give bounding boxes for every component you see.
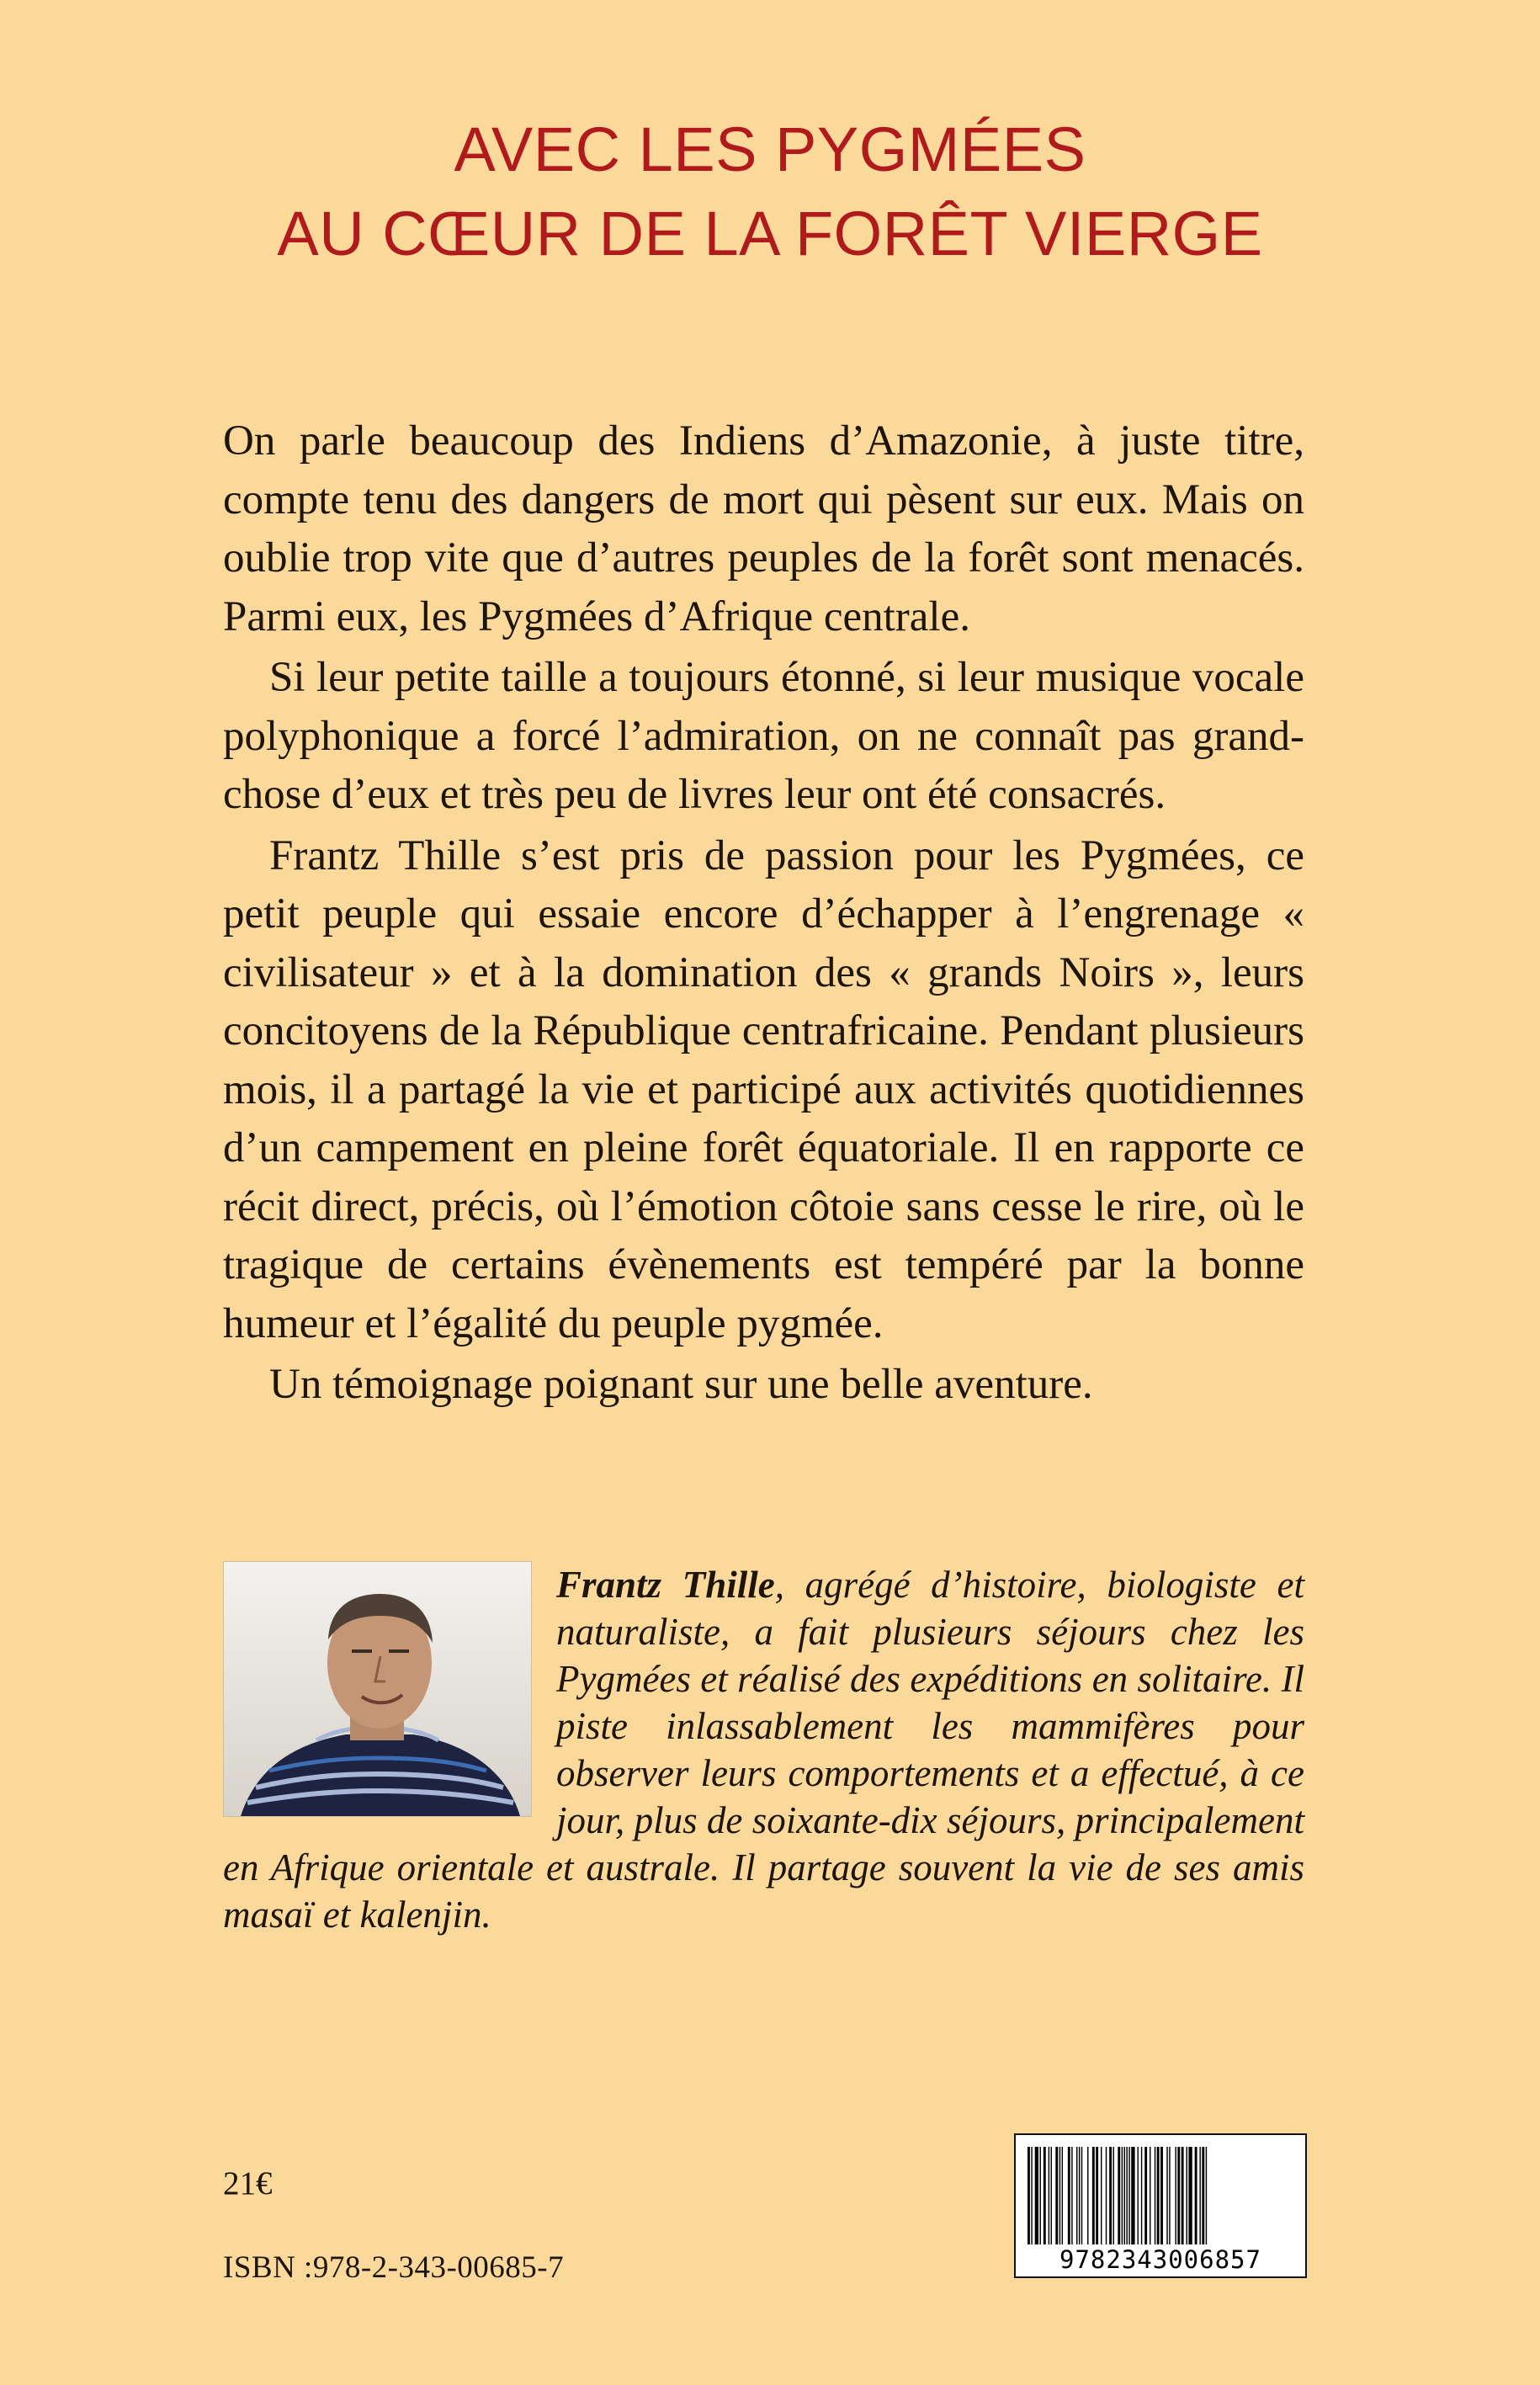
blurb-paragraph-2: Si leur petite taille a toujours étonné, si leur musique vocale polyphonique a forcé l’admiration, on ne connaît pas grand-chose d’eux et très peu de livres leur ont été consacrés. [223, 654, 1304, 818]
price: 21€ [223, 2165, 273, 2202]
barcode-bar [1122, 2147, 1123, 2244]
barcode-bar [1144, 2147, 1147, 2244]
barcode-bar [1188, 2147, 1192, 2244]
barcode-bar [1113, 2147, 1114, 2244]
barcode-bar [1141, 2147, 1142, 2244]
barcode-bar [1071, 2147, 1072, 2244]
blurb-paragraph-4: Un témoignage poignant sur une belle aventure. [269, 1361, 1093, 1408]
barcode-bar [1106, 2147, 1107, 2244]
barcode-bar [1031, 2147, 1032, 2244]
barcode-bar [1079, 2147, 1080, 2244]
barcode-bar [1101, 2147, 1102, 2244]
blurb-paragraph-3: Frantz Thille s’est pris de passion pour les Pygmées, ce petit peuple qui essaie encore d’échapper à l’engrenage « civilisateur » et à la domination des « grands Noirs », leurs concitoyens de la République centrafricaine. Pendant plusieurs mois, il a partagé la vie et participé aux activités quotidiennes d’un campement en pleine forêt équatoriale. Il en rapporte ce récit direct, précis, où l’émotion côtoie sans cesse le rire, où le tragique de certains évènements est tempéré par la bonne humeur et l’égalité du peuple pygmée. [223, 831, 1304, 1347]
barcode-bar [1160, 2147, 1163, 2244]
barcode-bar [1068, 2147, 1070, 2244]
barcode-bar [1195, 2147, 1197, 2244]
barcode-bar [1166, 2147, 1167, 2244]
barcode [1014, 2133, 1307, 2278]
author-bio [223, 1561, 1304, 1938]
barcode-bar [1035, 2147, 1038, 2244]
barcode-bar [1138, 2147, 1139, 2244]
barcode-bar [1076, 2147, 1077, 2244]
barcode-bar [1126, 2147, 1127, 2244]
barcode-bar [1055, 2147, 1058, 2244]
author-name: Frantz Thille [556, 1564, 775, 1606]
blurb-paragraph-1: On parle beaucoup des Indiens d’Amazonie, à juste titre, compte tenu des dangers de mort qui pèsent sur eux. Mais on oublie trop vite que d’autres peuples de la forêt sont menacés. Parmi eux, les Pygmées d’Afrique centrale. [223, 417, 1304, 640]
barcode-bar [1081, 2147, 1082, 2244]
barcode-bar [1175, 2147, 1176, 2244]
title-line-2: AU CŒUR DE LA FORÊT VIERGE [277, 199, 1263, 268]
barcode-bar [1169, 2147, 1170, 2244]
barcode-bar [1043, 2147, 1046, 2244]
barcode-bar [1157, 2147, 1160, 2244]
title-line-1: AVEC LES PYGMÉES [454, 114, 1086, 184]
barcode-bar [1206, 2147, 1207, 2244]
barcode-bar [1182, 2147, 1184, 2244]
barcode-bar [1062, 2147, 1063, 2244]
barcode-bar [1199, 2147, 1200, 2244]
barcode-bar [1051, 2147, 1052, 2244]
barcode-bar [1109, 2147, 1112, 2244]
barcode-bar [1128, 2147, 1129, 2244]
barcode-bar [1087, 2147, 1088, 2244]
barcode-bar [1028, 2147, 1030, 2244]
back-cover-blurb [223, 412, 1304, 1417]
barcode-bar [1118, 2147, 1120, 2244]
barcode-bar [1202, 2147, 1204, 2244]
barcode-digits: 9782343006857 [1059, 2245, 1261, 2274]
barcode-icon [1028, 2147, 1295, 2244]
isbn: ISBN :978-2-343-00685-7 [223, 2250, 565, 2285]
book-title [0, 108, 1540, 276]
barcode-bar [1059, 2147, 1060, 2244]
barcode-bar [1040, 2147, 1041, 2244]
barcode-bar [1131, 2147, 1134, 2244]
barcode-bar [1096, 2147, 1098, 2244]
barcode-bar [1177, 2147, 1180, 2244]
barcode-bar [1124, 2147, 1125, 2244]
author-description: , agrégé d’histoire, biologiste et naturaliste, a fait plusieurs séjours chez les Pygmées et réalisé des expéditions en solitaire. Il piste inlassablement les mammifères pour observer leurs comportements et a effectué, à ce jour, plus de soixante-dix séjours, principalement en Afrique orientale et australe. Il partage souvent la vie de ses amis masaï et kalenjin. [223, 1564, 1304, 1936]
photo-spacer [223, 1561, 556, 1830]
barcode-bar [1092, 2147, 1095, 2244]
